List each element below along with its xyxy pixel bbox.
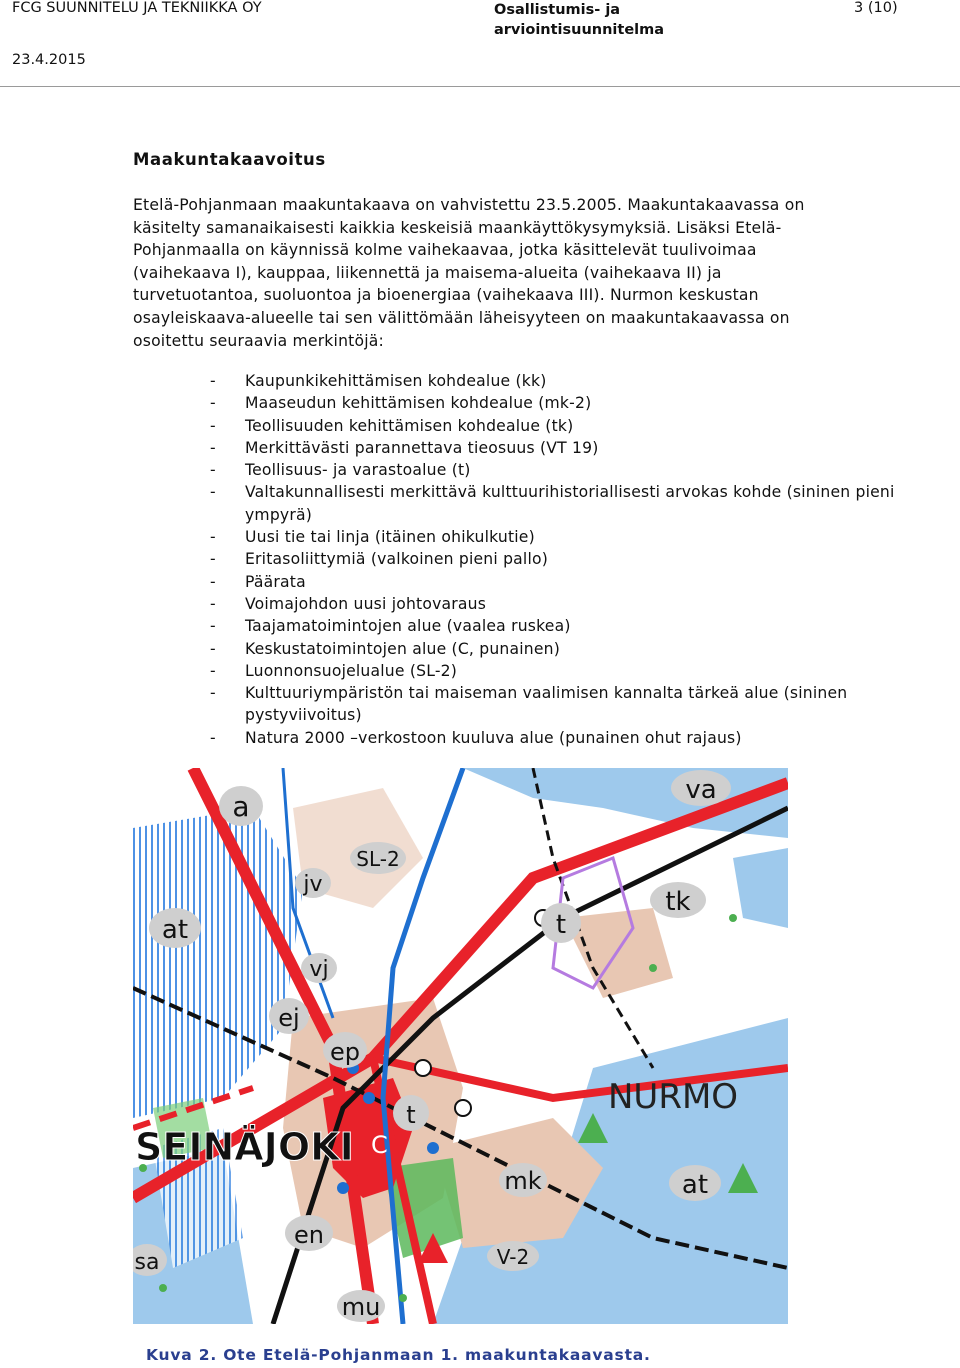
list-item: - Valtakunnallisesti merkittävä kulttuurihistoriallisesti arvokas kohde (sininen pieni ympyrä)	[210, 481, 950, 526]
paragraph-line: osoitettu seuraavia merkintöjä:	[133, 331, 384, 350]
map-label-seinajoki: SEINÄJOKI	[135, 1125, 354, 1169]
list-item: - Luonnonsuojelualue (SL-2)	[210, 660, 950, 682]
list-item: - Natura 2000 –verkostoon kuuluva alue (punainen ohut rajaus)	[210, 727, 950, 749]
list-item: - Teollisuus- ja varastoalue (t)	[210, 459, 950, 481]
map-label-tk: tk	[665, 887, 691, 917]
map-label-mu: mu	[341, 1293, 381, 1321]
map-label-mk: mk	[504, 1167, 542, 1195]
list-item: - Keskustatoimintojen alue (C, punainen)	[210, 638, 950, 660]
paragraph-line: (vaihekaava I), kauppaa, liikennettä ja maisema-alueita (vaihekaava II) ja	[133, 263, 722, 282]
map-label-a: a	[232, 790, 250, 823]
map-label-v2: V-2	[496, 1245, 530, 1269]
section-heading: Maakuntakaavoitus	[133, 150, 326, 169]
header-divider	[0, 86, 960, 87]
page-number: 3 (10)	[854, 0, 898, 16]
list-item: - Eritasoliittymiä (valkoinen pieni pallo)	[210, 548, 950, 570]
map-label-ej: ej	[278, 1004, 300, 1032]
header-date: 23.4.2015	[12, 52, 86, 68]
map-label-nurmo: NURMO	[608, 1077, 739, 1117]
paragraph-line: Pohjanmaalla on käynnissä kolme vaihekaavaa, jotka käsittelevät tuulivoimaa	[133, 241, 757, 260]
list-item: - Merkittävästi parannettava tieosuus (VT 19)	[210, 437, 950, 459]
map-label-at-2: at	[681, 1170, 709, 1200]
section-paragraph	[133, 194, 933, 352]
document-title	[494, 0, 664, 40]
map-label-at: at	[161, 915, 189, 945]
map-label-sl2: SL-2	[356, 847, 400, 871]
map-label-sa: sa	[134, 1250, 160, 1275]
plan-markings-list	[210, 370, 950, 749]
list-item: - Kaupunkikehittämisen kohdealue (kk)	[210, 370, 950, 392]
list-item: - Maaseudun kehittämisen kohdealue (mk-2)	[210, 392, 950, 414]
map-label-t: t	[555, 910, 567, 940]
list-item: - Voimajohdon uusi johtovaraus	[210, 593, 950, 615]
document-title-line2: arviointisuunnitelma	[494, 22, 665, 38]
list-item: - Kulttuuriympäristön tai maiseman vaalimisen kannalta tärkeä alue (sininen pystyviivoitus)	[210, 682, 950, 727]
interchange-marker	[455, 1100, 471, 1116]
paragraph-line: turvetuotantoa, suoluontoa ja bioenergiaa (vaihekaava III). Nurmon keskustan	[133, 286, 759, 305]
map-label-vj: vj	[309, 957, 329, 982]
map-label-en: en	[294, 1221, 324, 1249]
cultural-site-marker	[427, 1142, 439, 1154]
interchange-marker	[415, 1060, 431, 1076]
map-label-jv: jv	[303, 872, 323, 897]
document-title-line1: Osallistumis- ja	[494, 2, 621, 18]
company-name: FCG SUUNNITELU JA TEKNIIKKA OY	[12, 0, 262, 16]
paragraph-line: käsitelty samanaikaisesti kaikkia keskeisiä maankäyttökysymyksiä. Lisäksi Etelä-	[133, 218, 782, 237]
list-item: - Uusi tie tai linja (itäinen ohikulkutie)	[210, 526, 950, 548]
list-item: - Päärata	[210, 571, 950, 593]
map-label-va: va	[685, 775, 717, 805]
map-label-t-2: t	[406, 1101, 416, 1129]
paragraph-line: Etelä-Pohjanmaan maakuntakaava on vahvistettu 23.5.2005. Maakuntakaavassa on	[133, 196, 805, 214]
paragraph-line: osayleiskaava-alueelle tai sen välittömään läheisyyteen on maakuntakaavassa on	[133, 308, 790, 327]
figure-caption: Kuva 2. Ote Etelä-Pohjanmaan 1. maakuntakaavasta.	[146, 1346, 651, 1364]
list-item: - Teollisuuden kehittämisen kohdealue (tk)	[210, 415, 950, 437]
list-item: - Taajamatoimintojen alue (vaalea ruskea)	[210, 615, 950, 637]
map-label-c: C	[371, 1131, 388, 1159]
map-label-ep: ep	[330, 1038, 360, 1066]
regional-plan-map	[133, 768, 788, 1324]
cultural-site-marker	[363, 1092, 375, 1104]
cultural-site-marker	[337, 1182, 349, 1194]
